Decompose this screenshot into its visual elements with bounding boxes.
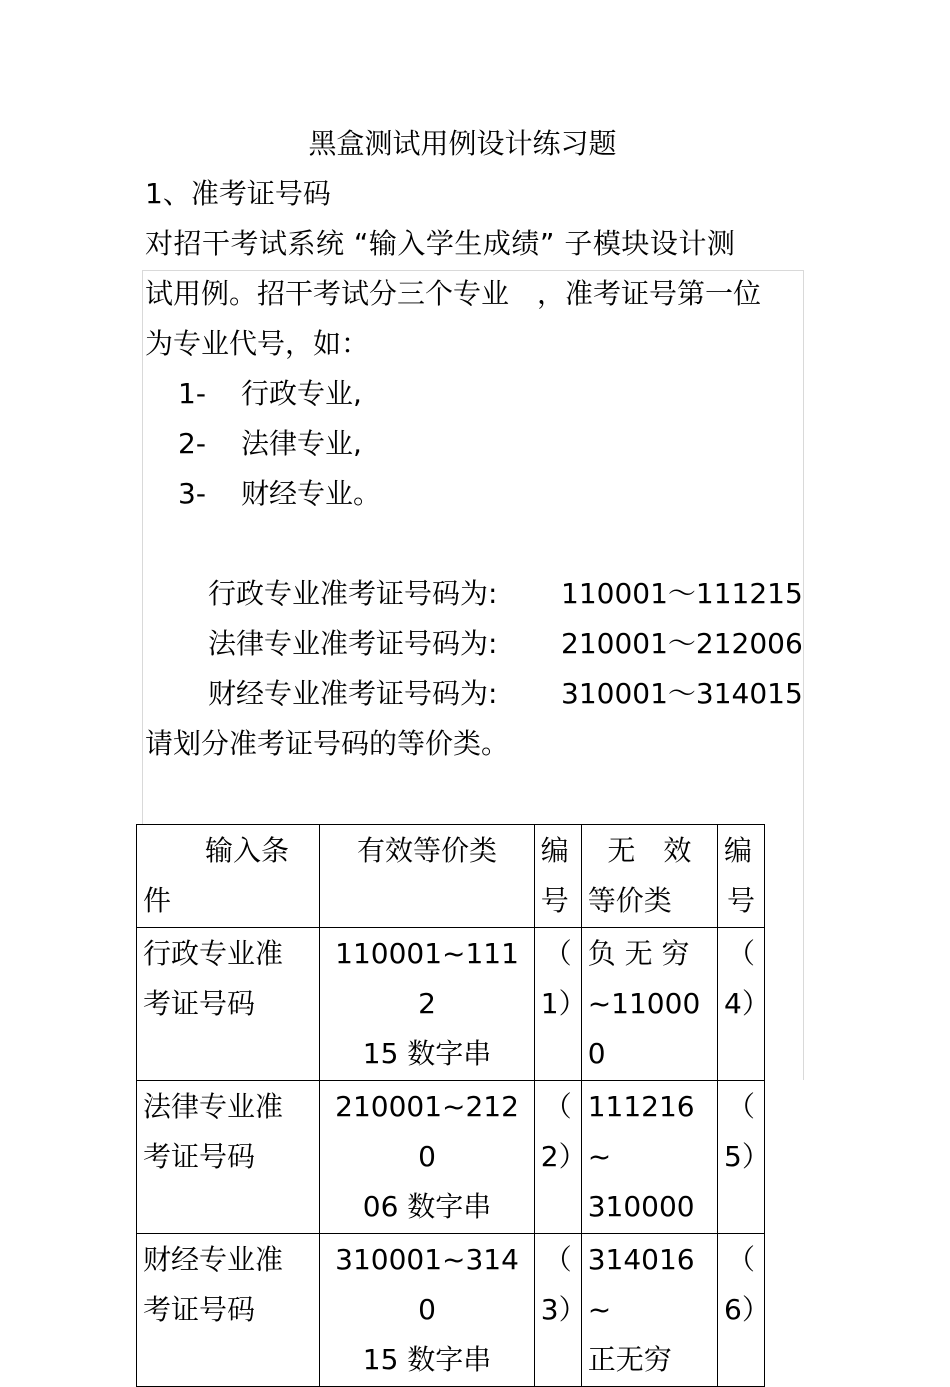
cell-line: 06 数字串 (362, 1190, 492, 1223)
frame-border-left (142, 270, 143, 825)
cell-valid-id (534, 1234, 587, 1387)
header-valid (320, 825, 535, 928)
cell-line: （ (727, 1090, 756, 1123)
document-title: 黑盒测试用例设计练习题 (308, 127, 617, 160)
cell-line: 110001~1112 (335, 937, 519, 1020)
cell-line: （ (543, 1243, 572, 1276)
equivalence-class-table (136, 824, 770, 1387)
header-id-1 (534, 825, 581, 928)
major-number: 1- (178, 377, 206, 410)
table-header-row (137, 825, 765, 928)
cell-line: 15 数字串 (362, 1037, 492, 1070)
cell-line: （ (727, 1243, 756, 1276)
cell-line: 111216~ (587, 1090, 695, 1173)
question-text: 请划分准考证号码的等价类。 (145, 727, 510, 760)
cell-line: 考证号码 (143, 987, 256, 1020)
cell-line: 考证号码 (143, 1293, 256, 1326)
cell-line: （ (543, 1090, 572, 1123)
cell-valid-id (534, 928, 587, 1081)
cell-line: 正无穷 (587, 1343, 672, 1376)
cell-valid (320, 928, 535, 1081)
range-value: 210001～212006 (561, 627, 803, 660)
header-id-2-line-1: 编 (724, 834, 753, 867)
header-invalid (581, 825, 717, 928)
table-row (137, 1234, 765, 1387)
header-id-2-line-2: 号 (727, 884, 756, 917)
header-condition-line-1: 输入条 (205, 834, 290, 867)
header-id-1-line-1: 编 (540, 834, 569, 867)
cell-line: 行政专业准 (143, 937, 284, 970)
cell-valid (320, 1081, 535, 1234)
major-name: 法律专业, (241, 427, 362, 460)
cell-condition (137, 1234, 320, 1387)
header-id-1-line-2: 号 (540, 884, 569, 917)
major-name: 行政专业, (241, 377, 362, 410)
cell-line: 310000 (587, 1190, 695, 1223)
cell-valid (320, 1234, 535, 1387)
header-valid-text: 有效等价类 (357, 834, 498, 867)
cell-line: （ (727, 937, 756, 970)
cell-line: ~110000 (587, 987, 701, 1070)
header-condition (137, 825, 320, 928)
cell-invalid-id (718, 928, 770, 1081)
cell-line: 15 数字串 (362, 1343, 492, 1376)
range-label: 财经专业准考证号码为: (208, 677, 498, 710)
major-number: 3- (178, 477, 206, 510)
header-condition-line-2: 件 (143, 884, 172, 917)
frame-border-top (142, 270, 804, 271)
cell-line: （ (543, 937, 572, 970)
header-id-2 (718, 825, 765, 928)
cell-condition (137, 1081, 320, 1234)
cell-invalid-id (718, 1081, 770, 1234)
frame-border-right (803, 270, 804, 1080)
table-row (137, 1081, 765, 1234)
cell-invalid (581, 1081, 717, 1234)
major-number: 2- (178, 427, 206, 460)
range-value: 110001～111215 (561, 577, 803, 610)
range-label: 法律专业准考证号码为: (208, 627, 498, 660)
paragraph-line-1: 对招干考试系统 “输入学生成绩” 子模块设计测 (145, 227, 736, 260)
major-name: 财经专业。 (241, 477, 382, 510)
cell-line: 210001~2120 (335, 1090, 519, 1173)
cell-line: 1） (540, 987, 587, 1020)
cell-line: 法律专业准 (143, 1090, 284, 1123)
cell-line: 310001~3140 (335, 1243, 519, 1326)
section-heading: 1、准考证号码 (145, 177, 331, 210)
cell-line: 314016~ (587, 1243, 695, 1326)
cell-line: 3） (540, 1293, 587, 1326)
table-row (137, 928, 765, 1081)
cell-line: 财经专业准 (143, 1243, 284, 1276)
cell-invalid (581, 1234, 717, 1387)
header-invalid-line-1: 无 效 (607, 834, 692, 867)
range-value: 310001～314015 (561, 677, 803, 710)
cell-line: 考证号码 (143, 1140, 256, 1173)
cell-line: 负 无 穷 (587, 937, 690, 970)
cell-line: 4） (724, 987, 770, 1020)
cell-valid-id (534, 1081, 587, 1234)
header-invalid-line-2: 等价类 (587, 884, 672, 917)
cell-invalid (581, 928, 717, 1081)
cell-line: 5） (724, 1140, 770, 1173)
paragraph-line-3: 为专业代号，如： (145, 327, 370, 360)
paragraph-line-2: 试用例。招干考试分三个专业 ，准考证号第一位 (145, 277, 762, 310)
cell-line: 2） (540, 1140, 587, 1173)
cell-invalid-id (718, 1234, 770, 1387)
cell-condition (137, 928, 320, 1081)
cell-line: 6） (724, 1293, 770, 1326)
range-label: 行政专业准考证号码为: (208, 577, 498, 610)
